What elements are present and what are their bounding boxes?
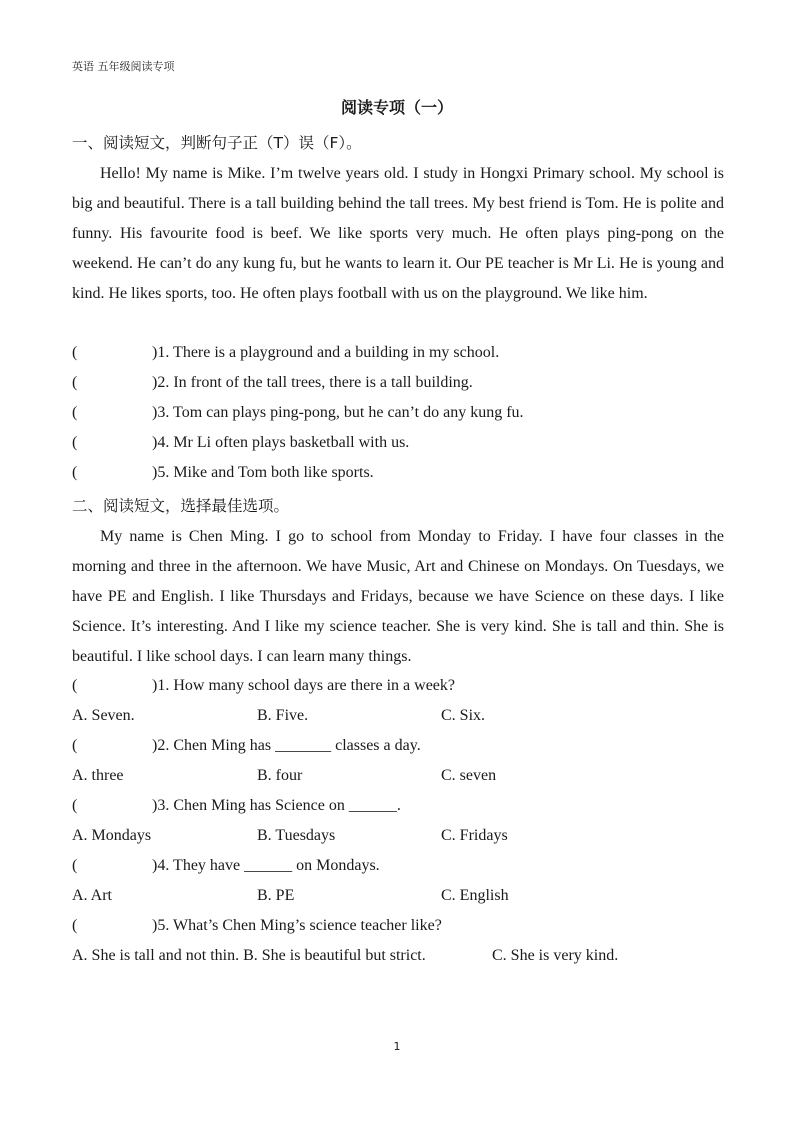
page-header: 英语 五年级阅读专项: [72, 60, 175, 73]
option-c[interactable]: C. English: [441, 887, 509, 904]
part2-question: [72, 791, 401, 821]
option-b[interactable]: B. four: [257, 767, 303, 784]
part1-item: [72, 458, 374, 488]
part1-passage-text: Hello! My name is Mike. I’m twelve years old. I study in Hongxi Primary school. My school is big and beautiful. There is a tall building behind the tall trees. My best friend is Tom. He is polite and funny. His favourite food is beef. We like sports very much. He often plays ping-pong on the weekend. He can’t do any kung fu, but he wants to learn it. Our PE teacher is Mr Li. He is young and kind. He likes sports, too. He often plays football with us on the playground. We like him.: [72, 165, 724, 302]
answer-blank[interactable]: (: [72, 797, 78, 814]
answer-blank[interactable]: (: [72, 917, 78, 934]
part2-question: [72, 851, 380, 881]
part2-passage: [72, 522, 724, 672]
part1-item: [72, 368, 473, 398]
option-a[interactable]: A. Seven.: [72, 707, 135, 724]
option-a[interactable]: A. three: [72, 767, 124, 784]
item-text: )5. Mike and Tom both like sports.: [152, 464, 374, 481]
part2-question: [72, 731, 421, 761]
option-b[interactable]: B. PE: [257, 887, 295, 904]
part1-passage: [72, 159, 724, 309]
page-title: 阅读专项（一）: [340, 98, 453, 117]
answer-blank[interactable]: (: [72, 857, 78, 874]
option-a[interactable]: A. Mondays: [72, 827, 152, 844]
option-a-b[interactable]: A. She is tall and not thin. B. She is beautiful but strict.: [72, 947, 426, 964]
part2-heading: 二、阅读短文，选择最佳选项。: [72, 497, 290, 515]
answer-blank[interactable]: (: [72, 344, 78, 361]
question-text: )4. They have ______ on Mondays.: [152, 857, 380, 874]
item-text: )1. There is a playground and a building in my school.: [152, 344, 500, 361]
option-b[interactable]: B. Tuesdays: [257, 827, 336, 844]
part1-heading: 一、阅读短文，判断句子正（T）误（F）。: [72, 134, 362, 152]
answer-blank[interactable]: (: [72, 374, 78, 391]
part1-item: [72, 428, 409, 458]
item-text: )3. Tom can plays ping-pong, but he can’t do any kung fu.: [152, 404, 524, 421]
option-c[interactable]: C. She is very kind.: [492, 947, 619, 964]
option-b[interactable]: B. Five.: [257, 707, 309, 724]
question-text: )5. What’s Chen Ming’s science teacher like?: [152, 917, 442, 934]
item-text: )4. Mr Li often plays basketball with us.: [152, 434, 410, 451]
option-a[interactable]: A. Art: [72, 887, 112, 904]
item-text: )2. In front of the tall trees, there is a tall building.: [152, 374, 473, 391]
option-c[interactable]: C. seven: [441, 767, 497, 784]
part2-passage-text: My name is Chen Ming. I go to school from Monday to Friday. I have four classes in the morning and three in the afternoon. We have Music, Art and Chinese on Mondays. On Tuesdays, we have PE and English. I like Thursdays and Fridays, because we have Science on these days. I like Science. It’s interesting. And I like my science teacher. She is very kind. She is tall and thin. She is beautiful. I like school days. I can learn many things.: [72, 528, 724, 665]
part2-question: [72, 671, 455, 701]
question-text: )3. Chen Ming has Science on ______.: [152, 797, 401, 814]
part1-item: [72, 398, 524, 428]
question-text: )2. Chen Ming has _______ classes a day.: [152, 737, 421, 754]
option-c[interactable]: C. Six.: [441, 707, 486, 724]
page-number: 1: [393, 1040, 401, 1053]
part2-question: [72, 911, 442, 941]
option-c[interactable]: C. Fridays: [441, 827, 508, 844]
answer-blank[interactable]: (: [72, 404, 78, 421]
answer-blank[interactable]: (: [72, 464, 78, 481]
answer-blank[interactable]: (: [72, 434, 78, 451]
question-text: )1. How many school days are there in a week?: [152, 677, 455, 694]
part1-item: [72, 338, 499, 368]
answer-blank[interactable]: (: [72, 737, 78, 754]
answer-blank[interactable]: (: [72, 677, 78, 694]
